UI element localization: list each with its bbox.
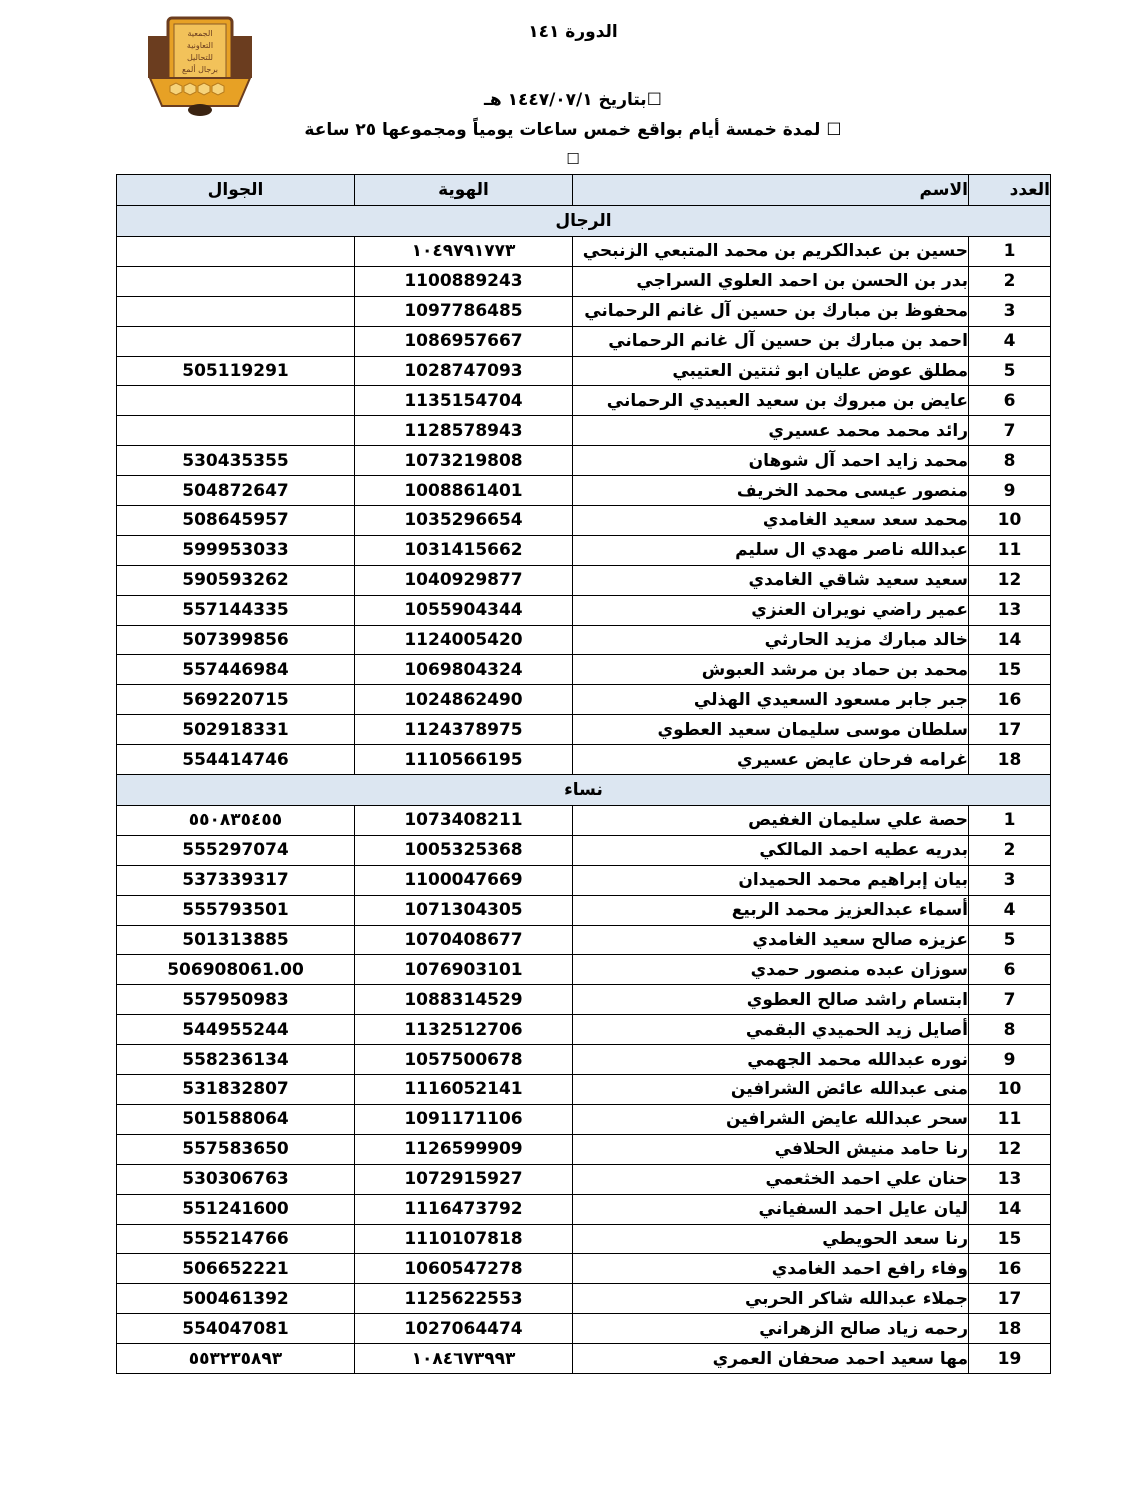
table-row <box>117 416 1051 446</box>
table-row <box>117 386 1051 416</box>
national-id: 1060547278 <box>355 1254 573 1284</box>
participant-name: سلطان موسى سليمان سعيد العطوي <box>573 715 969 745</box>
participant-name: منصور عيسى محمد الخريف <box>573 476 969 506</box>
row-number: 18 <box>969 1314 1051 1344</box>
mobile-number: 557144335 <box>117 595 355 625</box>
row-number: 7 <box>969 985 1051 1015</box>
table-row <box>117 1254 1051 1284</box>
mobile-number: 501313885 <box>117 925 355 955</box>
table-row <box>117 806 1051 836</box>
section-row <box>117 775 1051 806</box>
national-id: 1132512706 <box>355 1015 573 1045</box>
participant-name: عزيزه صالح سعيد الغامدي <box>573 925 969 955</box>
checkbox-glyph: ☐ <box>826 120 842 140</box>
mobile-number: 537339317 <box>117 865 355 895</box>
mobile-number: 569220715 <box>117 685 355 715</box>
participant-name: سوزان عبده منصور حمدي <box>573 955 969 985</box>
mobile-number: 506652221 <box>117 1254 355 1284</box>
national-id: 1116052141 <box>355 1075 573 1105</box>
row-number: 19 <box>969 1344 1051 1374</box>
participant-name: وفاء رافع احمد الغامدي <box>573 1254 969 1284</box>
mobile-number: 530435355 <box>117 446 355 476</box>
table-row <box>117 985 1051 1015</box>
national-id: 1076903101 <box>355 955 573 985</box>
national-id: ١٠٤٩٧٩١٧٧٣ <box>355 237 573 267</box>
header-num: العدد <box>969 175 1051 206</box>
row-number: 11 <box>969 1104 1051 1134</box>
mobile-number: 555793501 <box>117 895 355 925</box>
mobile-number: 507399856 <box>117 625 355 655</box>
participant-name: احمد بن مبارك بن حسين آل غانم الرحماني <box>573 326 969 356</box>
table-row <box>117 506 1051 536</box>
participant-name: مها سعيد احمد صحفان العمري <box>573 1344 969 1374</box>
national-id: 1035296654 <box>355 506 573 536</box>
mobile-number: 502918331 <box>117 715 355 745</box>
row-number: 7 <box>969 416 1051 446</box>
svg-text:التعاونية: التعاونية <box>186 41 214 50</box>
mobile-number: 501588064 <box>117 1104 355 1134</box>
mobile-number <box>117 386 355 416</box>
national-id: 1128578943 <box>355 416 573 446</box>
row-number: 12 <box>969 565 1051 595</box>
national-id: 1135154704 <box>355 386 573 416</box>
national-id: 1072915927 <box>355 1164 573 1194</box>
table-row <box>117 715 1051 745</box>
national-id: 1091171106 <box>355 1104 573 1134</box>
row-number: 17 <box>969 1284 1051 1314</box>
participant-name: حصة علي سليمان الغفيص <box>573 806 969 836</box>
row-number: 4 <box>969 895 1051 925</box>
row-number: 2 <box>969 266 1051 296</box>
table-row <box>117 1075 1051 1105</box>
participant-name: أسماء عبدالعزيز محمد الربيع <box>573 895 969 925</box>
national-id: ١٠٨٤٦٧٣٩٩٣ <box>355 1344 573 1374</box>
mobile-number: 554414746 <box>117 745 355 775</box>
svg-text:الجمعية: الجمعية <box>187 29 213 38</box>
date-text: بتاريخ ١٤٤٧/٠٧/١ هـ <box>484 90 647 110</box>
participant-name: رحمه زياد صالح الزهراني <box>573 1314 969 1344</box>
row-number: 15 <box>969 1224 1051 1254</box>
table-row <box>117 1104 1051 1134</box>
mobile-number: 504872647 <box>117 476 355 506</box>
participant-name: ليان عايل احمد السفياني <box>573 1194 969 1224</box>
national-id: 1073408211 <box>355 806 573 836</box>
table-row <box>117 1344 1051 1374</box>
course-title: الدورة ١٤١ <box>528 22 618 42</box>
section-row <box>117 206 1051 237</box>
national-id: 1031415662 <box>355 535 573 565</box>
participant-name: عبدالله ناصر مهدي ال سليم <box>573 535 969 565</box>
row-number: 14 <box>969 625 1051 655</box>
mobile-number <box>117 416 355 446</box>
row-number: 10 <box>969 1075 1051 1105</box>
table-row <box>117 1164 1051 1194</box>
national-id: 1116473792 <box>355 1194 573 1224</box>
participant-name: ابتسام راشد صالح العطوي <box>573 985 969 1015</box>
participant-name: رائد محمد محمد عسيري <box>573 416 969 446</box>
participant-name: حسين بن عبدالكريم بن محمد المتبعي الزنبحي <box>573 237 969 267</box>
table-row <box>117 296 1051 326</box>
mobile-number: 551241600 <box>117 1194 355 1224</box>
mobile-number: 508645957 <box>117 506 355 536</box>
participant-name: نوره عبدالله محمد الجهمي <box>573 1045 969 1075</box>
svg-text:برجال ألمع: برجال ألمع <box>182 65 218 74</box>
national-id: 1124005420 <box>355 625 573 655</box>
row-number: 15 <box>969 655 1051 685</box>
table-row <box>117 895 1051 925</box>
table-row <box>117 745 1051 775</box>
header-mobile: الجوال <box>117 175 355 206</box>
participant-name: مطلق عوض عليان ابو ثنتين العتيبي <box>573 356 969 386</box>
participant-name: عمير راضي نويران العنزي <box>573 595 969 625</box>
row-number: 18 <box>969 745 1051 775</box>
table-row <box>117 446 1051 476</box>
national-id: 1057500678 <box>355 1045 573 1075</box>
participant-name: بدر بن الحسن بن احمد العلوي السراجي <box>573 266 969 296</box>
table-row <box>117 476 1051 506</box>
participant-name: محمد زايد احمد آل شوهان <box>573 446 969 476</box>
participant-name: منى عبدالله عائض الشرافين <box>573 1075 969 1105</box>
mobile-number <box>117 237 355 267</box>
mobile-number: 555297074 <box>117 835 355 865</box>
national-id: 1027064474 <box>355 1314 573 1344</box>
row-number: 16 <box>969 685 1051 715</box>
mobile-number: ٥٥٠٨٣٥٤٥٥ <box>117 806 355 836</box>
course-duration <box>200 120 946 140</box>
row-number: 10 <box>969 506 1051 536</box>
row-number: 1 <box>969 806 1051 836</box>
participant-name: أصايل زيد الحميدي البقمي <box>573 1015 969 1045</box>
national-id: 1055904344 <box>355 595 573 625</box>
national-id: 1100047669 <box>355 865 573 895</box>
table-row <box>117 356 1051 386</box>
table-header-row <box>117 175 1051 206</box>
section-title: الرجال <box>117 206 1051 237</box>
row-number: 8 <box>969 446 1051 476</box>
mobile-number: 555214766 <box>117 1224 355 1254</box>
participant-name: جبر جابر مسعود السعيدي الهذلي <box>573 685 969 715</box>
row-number: 8 <box>969 1015 1051 1045</box>
table-row <box>117 1134 1051 1164</box>
mobile-number <box>117 326 355 356</box>
mobile-number: 531832807 <box>117 1075 355 1105</box>
mobile-number: 544955244 <box>117 1015 355 1045</box>
svg-text:للتحاليل: للتحاليل <box>186 53 214 62</box>
participant-name: عايض بن مبروك بن سعيد العبيدي الرحماني <box>573 386 969 416</box>
row-number: 1 <box>969 237 1051 267</box>
participant-name: محفوظ بن مبارك بن حسين آل غانم الرحماني <box>573 296 969 326</box>
table-row <box>117 1015 1051 1045</box>
checkbox-glyph: ☐ <box>566 150 580 168</box>
checkbox-glyph: ☐ <box>646 90 662 110</box>
table-row <box>117 237 1051 267</box>
row-number: 3 <box>969 296 1051 326</box>
national-id: 1088314529 <box>355 985 573 1015</box>
row-number: 6 <box>969 386 1051 416</box>
row-number: 13 <box>969 595 1051 625</box>
national-id: 1110566195 <box>355 745 573 775</box>
mobile-number: 590593262 <box>117 565 355 595</box>
mobile-number: ٥٥٣٢٣٥٨٩٣ <box>117 1344 355 1374</box>
row-number: 5 <box>969 925 1051 955</box>
table-row <box>117 925 1051 955</box>
row-number: 4 <box>969 326 1051 356</box>
table-row <box>117 955 1051 985</box>
national-id: 1124378975 <box>355 715 573 745</box>
national-id: 1028747093 <box>355 356 573 386</box>
mobile-number: 557950983 <box>117 985 355 1015</box>
national-id: 1125622553 <box>355 1284 573 1314</box>
header-name: الاسم <box>573 175 969 206</box>
table-row <box>117 535 1051 565</box>
row-number: 11 <box>969 535 1051 565</box>
table-row <box>117 326 1051 356</box>
national-id: 1073219808 <box>355 446 573 476</box>
mobile-number <box>117 296 355 326</box>
national-id: 1070408677 <box>355 925 573 955</box>
mobile-number <box>117 266 355 296</box>
association-logo <box>140 16 260 120</box>
header-id: الهوية <box>355 175 573 206</box>
course-date <box>300 90 846 110</box>
table-row <box>117 266 1051 296</box>
national-id: 1071304305 <box>355 895 573 925</box>
row-number: 17 <box>969 715 1051 745</box>
section-title: نساء <box>117 775 1051 806</box>
mobile-number: 558236134 <box>117 1045 355 1075</box>
participant-name: محمد بن حماد بن مرشد العبوش <box>573 655 969 685</box>
mobile-number: 506908061.00 <box>117 955 355 985</box>
national-id: 1040929877 <box>355 565 573 595</box>
table-row <box>117 1224 1051 1254</box>
participant-name: خالد مبارك مزيد الحارثي <box>573 625 969 655</box>
table-row <box>117 865 1051 895</box>
table-row <box>117 565 1051 595</box>
table-row <box>117 685 1051 715</box>
row-number: 3 <box>969 865 1051 895</box>
participant-name: سحر عبدالله عايض الشرافين <box>573 1104 969 1134</box>
row-number: 14 <box>969 1194 1051 1224</box>
row-number: 9 <box>969 1045 1051 1075</box>
participant-name: حنان علي احمد الخثعمي <box>573 1164 969 1194</box>
national-id: 1097786485 <box>355 296 573 326</box>
mobile-number: 557446984 <box>117 655 355 685</box>
national-id: 1126599909 <box>355 1134 573 1164</box>
participant-name: رنا حامد منيش الحلافي <box>573 1134 969 1164</box>
national-id: 1069804324 <box>355 655 573 685</box>
table-row <box>117 1045 1051 1075</box>
table-row <box>117 595 1051 625</box>
table-row <box>117 625 1051 655</box>
participant-name: محمد سعد سعيد الغامدي <box>573 506 969 536</box>
mobile-number: 557583650 <box>117 1134 355 1164</box>
duration-text: لمدة خمسة أيام بواقع خمس ساعات يومياً ومجموعها ٢٥ ساعة <box>304 120 821 140</box>
row-number: 5 <box>969 356 1051 386</box>
mobile-number: 505119291 <box>117 356 355 386</box>
participant-name: رنا سعد الحويطي <box>573 1224 969 1254</box>
table-row <box>117 655 1051 685</box>
row-number: 12 <box>969 1134 1051 1164</box>
participants-table <box>116 174 1051 1374</box>
mobile-number: 554047081 <box>117 1314 355 1344</box>
table-row <box>117 835 1051 865</box>
national-id: 1005325368 <box>355 835 573 865</box>
national-id: 1100889243 <box>355 266 573 296</box>
national-id: 1086957667 <box>355 326 573 356</box>
row-number: 6 <box>969 955 1051 985</box>
participant-name: غرامه فرحان عايض عسيري <box>573 745 969 775</box>
national-id: 1008861401 <box>355 476 573 506</box>
row-number: 13 <box>969 1164 1051 1194</box>
mobile-number: 500461392 <box>117 1284 355 1314</box>
national-id: 1024862490 <box>355 685 573 715</box>
participant-name: بيان إبراهيم محمد الحميدان <box>573 865 969 895</box>
row-number: 9 <box>969 476 1051 506</box>
table-row <box>117 1284 1051 1314</box>
row-number: 16 <box>969 1254 1051 1284</box>
participant-name: جملاء عبدالله شاكر الحربي <box>573 1284 969 1314</box>
table-row <box>117 1314 1051 1344</box>
participant-name: بدريه عطيه احمد المالكي <box>573 835 969 865</box>
mobile-number: 599953033 <box>117 535 355 565</box>
participant-name: سعيد سعيد شاقي الغامدي <box>573 565 969 595</box>
mobile-number: 530306763 <box>117 1164 355 1194</box>
table-body <box>117 206 1051 1374</box>
row-number: 2 <box>969 835 1051 865</box>
table-row <box>117 1194 1051 1224</box>
national-id: 1110107818 <box>355 1224 573 1254</box>
